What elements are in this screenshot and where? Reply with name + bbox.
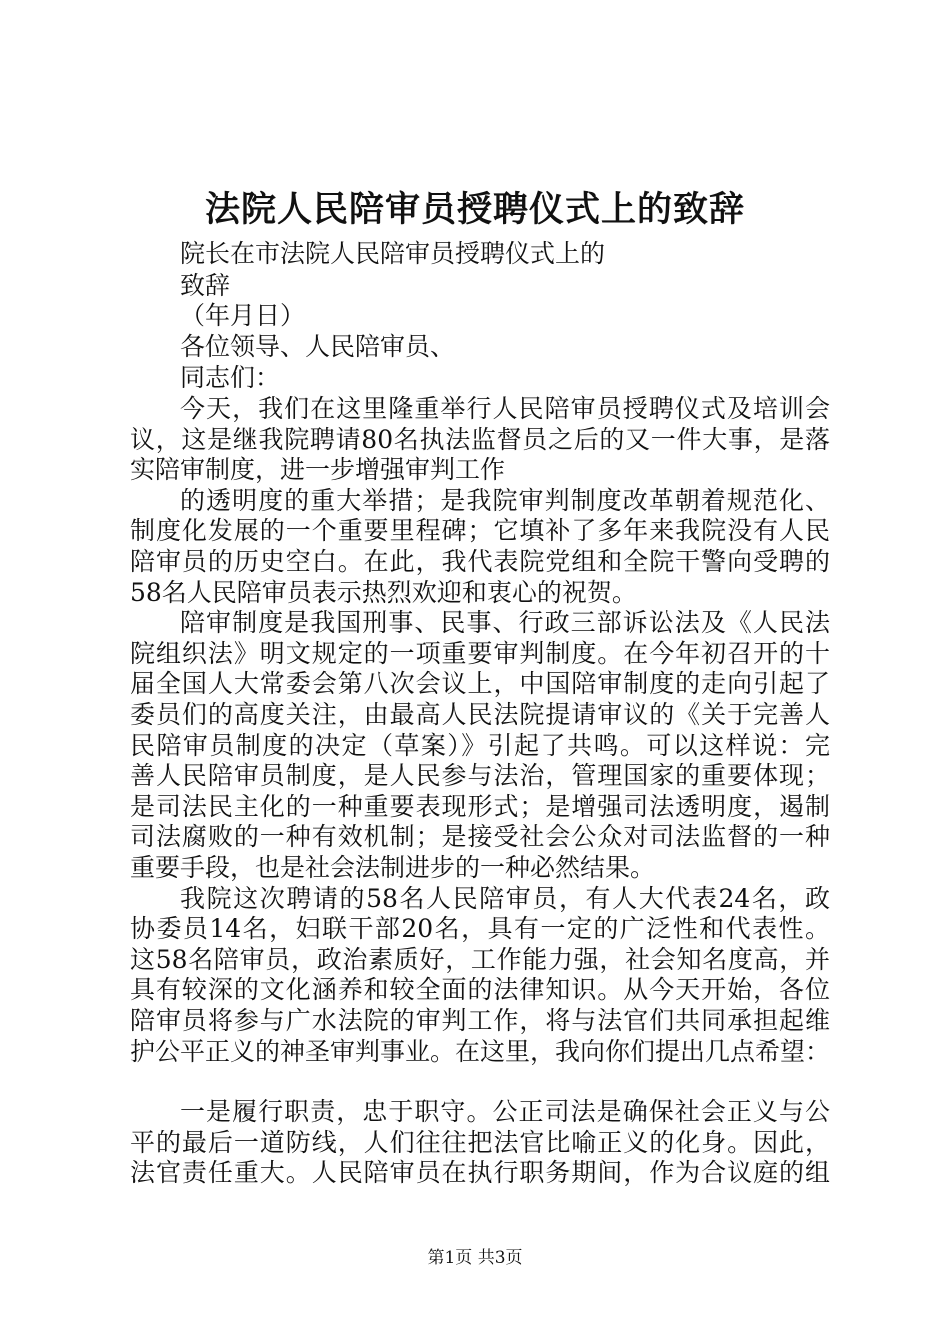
body-line: 陪审员将参与广水法院的审判工作，将与法官们共同承担起维	[130, 1006, 830, 1035]
body-line: 这58名陪审员，政治素质好，工作能力强，社会知名度高，并	[130, 944, 830, 974]
body-line: 司法腐败的一种有效机制；是接受社会公众对司法监督的一种	[130, 822, 830, 852]
body-line: 陪审员的历史空白。在此，我代表院党组和全院干警向受聘的	[130, 547, 830, 576]
body-line: 的透明度的重大举措；是我院审判制度改革朝着规范化、	[180, 485, 830, 515]
body-line: 具有较深的文化涵养和较全面的法律知识。从今天开始，各位	[130, 975, 830, 1005]
page-footer: 第1页 共3页	[427, 1248, 523, 1268]
body-line: 一是履行职责，忠于职守。公正司法是确保社会正义与公	[180, 1097, 830, 1127]
body-line: 协委员14名，妇联干部20名，具有一定的广泛性和代表性。	[130, 914, 830, 944]
body-line: 民陪审员制度的决定（草案）》引起了共鸣。可以这样说：完	[130, 730, 830, 760]
body-line: 护公平正义的神圣审判事业。在这里，我向你们提出几点希望：	[130, 1036, 831, 1066]
document-title: 法院人民陪审员授聘仪式上的致辞	[204, 189, 745, 230]
body-line: 议，这是继我院聘请80名执法监督员之后的又一件大事，是落	[130, 424, 830, 454]
header-line: 院长在市法院人民陪审员授聘仪式上的	[180, 239, 606, 268]
body-line: 委员们的高度关注，由最高人民法院提请审议的《关于完善人	[130, 700, 830, 729]
header-line: （年月日）	[180, 301, 306, 330]
header-line: 致辞	[180, 271, 231, 300]
body-line: 58名人民陪审员表示热烈欢迎和衷心的祝贺。	[130, 577, 637, 607]
body-line: 平的最后一道防线，人们往往把法官比喻正义的化身。因此，	[130, 1127, 830, 1157]
body-line: 今天，我们在这里隆重举行人民陪审员授聘仪式及培训会	[180, 394, 830, 423]
body-line: 制度化发展的一个重要里程碑；它填补了多年来我院没有人民	[130, 516, 830, 546]
body-line: 法官责任重大。人民陪审员在执行职务期间，作为合议庭的组	[130, 1158, 830, 1188]
body-line: 是司法民主化的一种重要表现形式；是增强司法透明度，遏制	[130, 791, 830, 821]
body-line: 善人民陪审员制度，是人民参与法治，管理国家的重要体现；	[130, 761, 830, 791]
body-line: 届全国人大常委会第八次会议上，中国陪审制度的走向引起了	[130, 669, 830, 699]
body-line: 我院这次聘请的58名人民陪审员，有人大代表24名，政	[180, 883, 830, 913]
body-line: 重要手段，也是社会法制进步的一种必然结果。	[130, 853, 656, 882]
body-line: 实陪审制度，进一步增强审判工作	[130, 455, 506, 485]
body-line: 陪审制度是我国刑事、民事、行政三部诉讼法及《人民法	[180, 608, 830, 638]
body-line: 院组织法》明文规定的一项重要审判制度。在今年初召开的十	[130, 638, 830, 668]
header-line: 同志们：	[180, 363, 281, 392]
header-line: 各位领导、人民陪审员、	[180, 332, 456, 361]
